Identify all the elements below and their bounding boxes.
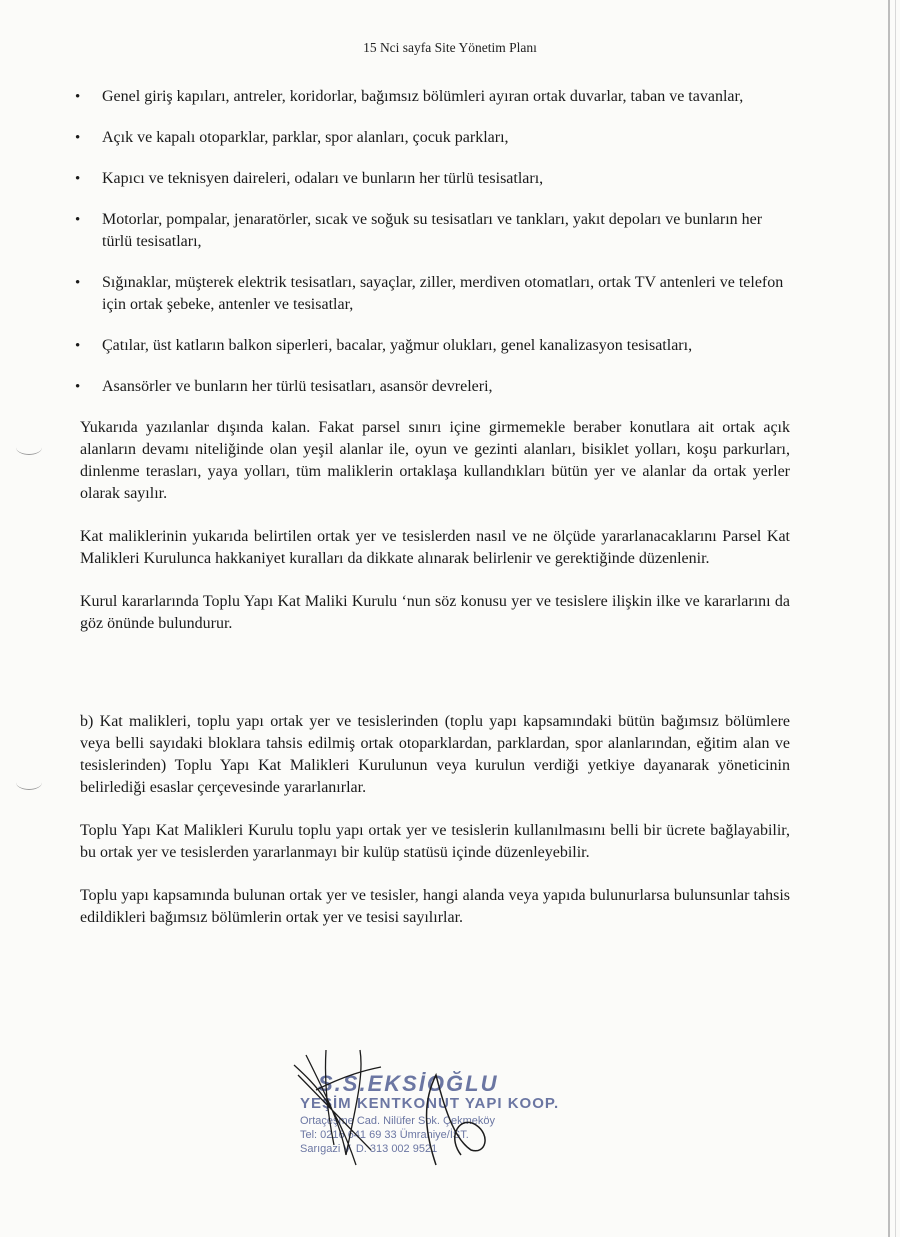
list-item (62, 168, 790, 190)
stamp-cooperative: YEŞİM KENTKONUT YAPI KOOP. (300, 1095, 560, 1112)
stamp-tax-office: Sarıgazi V. D. 313 002 9521 (300, 1143, 438, 1155)
paragraph-other-common-areas: Yukarıda yazılanlar dışında kalan. Fakat parsel sınırı içine girmemekle beraber konutlara ait ortak açık alanların devamı niteliğinde olan yeşil alanlar ile, oyun ve gezinti alanları, bisiklet yolları, koşu parkurları, dinlenme terasları, yaya yolları, tüm maliklerin ortaklaşa kullandıkları bütün yer ve alanlar da ortak yerler olarak sayılır. (80, 419, 790, 502)
binder-hole-mark (16, 440, 42, 455)
common-areas-list (62, 86, 790, 398)
bullet-icon: • (75, 379, 81, 395)
stamp-phone: Tel: 0216 641 69 33 Ümraniye/İST. (300, 1129, 469, 1141)
paragraph-usage-rules: Kat maliklerinin yukarıda belirtilen ortak yer ve tesislerden nasıl ve ne ölçüde yararlanacaklarını Parsel Kat Malikleri Kurulunca hakkaniyet kuralları da dikkate alınarak belirlenir ve gerektiğinde düzenlenir. (80, 528, 790, 567)
cooperative-stamp (286, 1045, 560, 1175)
bullet-icon: • (75, 275, 81, 291)
list-item (62, 209, 790, 253)
list-item (62, 335, 790, 357)
list-item (62, 86, 790, 108)
list-item-text: Açık ve kapalı otoparklar, parklar, spor alanları, çocuk parkları, (102, 129, 509, 146)
paragraph-allocated-areas: Toplu yapı kapsamında bulunan ortak yer ve tesisler, hangi alanda veya yapıda bulunurlarsa bulunsunlar tahsis edildikleri bağımsız bölümlerin ortak yer ve tesisi sayılırlar. (80, 887, 790, 926)
list-item-text: Genel giriş kapıları, antreler, koridorlar, bağımsız bölümleri ayıran ortak duvarlar, taban ve tavanlar, (102, 88, 744, 105)
list-item-text: Kapıcı ve teknisyen daireleri, odaları ve bunların her türlü tesisatları, (102, 170, 544, 187)
bullet-icon: • (75, 338, 81, 354)
list-item-text: Motorlar, pompalar, jenaratörler, sıcak ve soğuk su tesisatları ve tankları, yakıt depoları ve bunların her türlü tesisatları, (102, 211, 763, 250)
bullet-icon: • (75, 130, 81, 146)
list-item-text: Asansörler ve bunların her türlü tesisatları, asansör devreleri, (102, 378, 493, 395)
signature-icon (286, 1045, 546, 1175)
bullet-icon: • (75, 89, 81, 105)
bullet-icon: • (75, 212, 81, 228)
list-item (62, 272, 790, 316)
stamp-address: Ortaçeşme Cad. Nilüfer Sok. Çekmeköy (300, 1115, 496, 1127)
document-body (62, 86, 790, 950)
paragraph-council-decisions: Kurul kararlarında Toplu Yapı Kat Maliki Kurulu ‘nun söz konusu yer ve tesislere ilişkin ilke ve kararlarını da göz önünde bulundurur. (80, 593, 790, 632)
page-edge (888, 0, 890, 1237)
binder-hole-mark (16, 775, 42, 790)
stamp-name: S.S.EKSİOĞLU (318, 1071, 499, 1096)
list-item-text: Sığınaklar, müşterek elektrik tesisatları, sayaçlar, ziller, merdiven otomatları, ortak TV antenleri ve telefon için ortak şebeke, antenler ve tesisatlar, (102, 274, 784, 313)
paragraph-section-b: b) Kat malikleri, toplu yapı ortak yer ve tesislerinden (toplu yapı kapsamındaki bütün bağımsız bölümlere veya belli sayıdaki bloklara tahsis edilmiş ortak otoparklardan, parklardan, spor alanlarından, eğitim alan ve tesislerinden) Toplu Yapı Kat Malikleri Kurulunun veya kurulun verdiği yetkiye dayanarak yöneticinin belirlediği esaslar çerçevesinde yararlanırlar. (80, 713, 790, 796)
list-item-text: Çatılar, üst katların balkon siperleri, bacalar, yağmur olukları, genel kanalizasyon tesisatları, (102, 337, 693, 354)
list-item (62, 127, 790, 149)
list-item (62, 376, 790, 398)
paragraph-fee-club: Toplu Yapı Kat Malikleri Kurulu toplu yapı ortak yer ve tesislerin kullanılmasını belli bir ücrete bağlayabilir, bu ortak yer ve tesislerden yararlanmayı bir kulüp statüsü içinde düzenleyebilir. (80, 822, 790, 861)
page-edge-inner (895, 0, 896, 1237)
bullet-icon: • (75, 171, 81, 187)
page-header: 15 Nci sayfa Site Yönetim Planı (363, 40, 537, 55)
